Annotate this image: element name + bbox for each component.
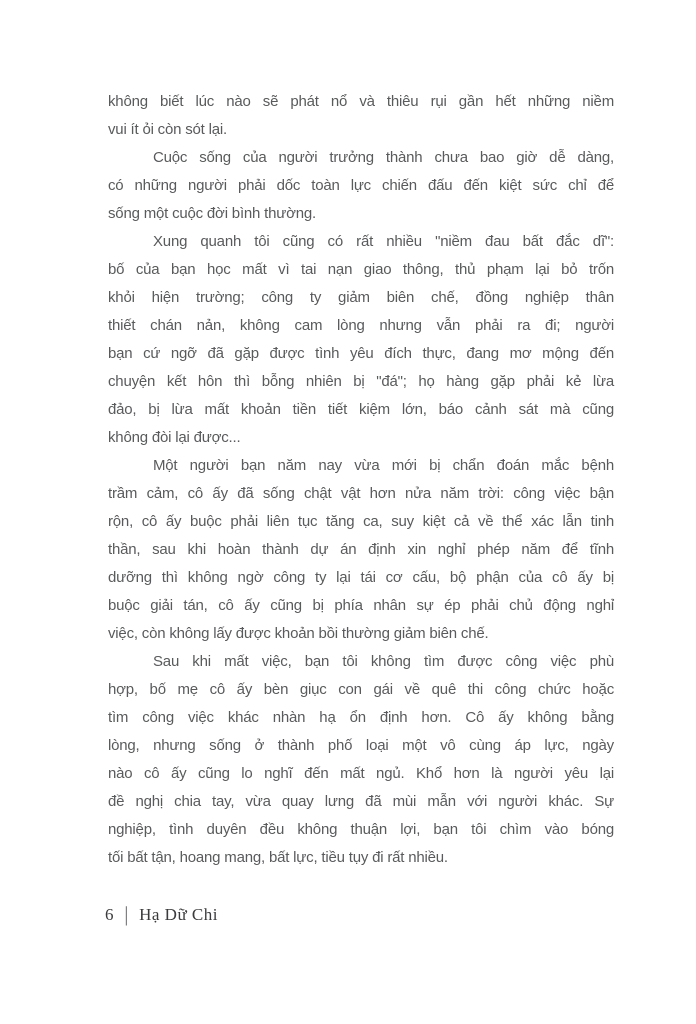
page-text [108,88,614,872]
text-line: lòng, nhưng sống ở thành phố loại một vô cùng áp lực, ngày [108,737,614,754]
text-line: rộn, cô ấy buộc phải liên tục tăng ca, suy kiệt cả về thể xác lẫn tinh [108,513,614,530]
page-footer [105,904,218,925]
paragraph [108,228,614,452]
text-line: thiết chán nản, không cam lòng nhưng vẫn phải ra đi; người [108,317,614,334]
book-title: Hạ Dữ Chi [139,904,218,924]
paragraph [108,144,614,228]
text-line: buộc giải tán, cô ấy cũng bị phía nhân sự ép phải chủ động nghỉ [108,597,614,614]
footer-separator: | [124,902,129,926]
text-line: tìm công việc khác nhàn hạ ổn định hơn. Cô ấy không bằng [108,709,614,726]
text-line: thần, sau khi hoàn thành dự án định xin nghỉ phép năm để tĩnh [108,541,614,558]
text-line: không đòi lại được... [108,429,241,446]
text-line: vui ít ỏi còn sót lại. [108,121,227,138]
text-line: việc, còn không lấy được khoản bồi thường giảm biên chế. [108,625,489,642]
text-line: Xung quanh tôi cũng có rất nhiều "niềm đau bất đắc dĩ": [153,233,614,250]
paragraph [108,648,614,872]
text-line: nghiệp, tình duyên đều không thuận lợi, bạn tôi chìm vào bóng [108,821,614,838]
text-line: Cuộc sống của người trưởng thành chưa bao giờ dễ dàng, [153,149,614,166]
text-line: đảo, bị lừa mất khoản tiền tiết kiệm lớn, báo cảnh sát mà cũng [108,401,614,418]
page-number: 6 [105,904,114,924]
text-line: bạn cứ ngỡ đã gặp được tình yêu đích thực, đang mơ mộng đến [108,345,614,362]
text-line: có những người phải dốc toàn lực chiến đấu đến kiệt sức chỉ để [108,177,614,194]
text-line: khỏi hiện trường; công ty giảm biên chế, đồng nghiệp thân [108,289,614,306]
text-line: dưỡng thì không ngờ công ty lại tái cơ cấu, bộ phận của cô ấy bị [108,569,614,586]
text-line: sống một cuộc đời bình thường. [108,205,316,222]
text-line: tối bất tận, hoang mang, bất lực, tiều tụy đi rất nhiều. [108,849,448,866]
paragraph [108,88,614,144]
paragraph [108,452,614,648]
text-line: bố của bạn học mất vì tai nạn giao thông, thủ phạm lại bỏ trốn [108,261,614,278]
text-line: hợp, bố mẹ cô ấy bèn giục con gái về quê thi công chức hoặc [108,681,614,698]
text-line: Sau khi mất việc, bạn tôi không tìm được công việc phù [153,653,614,670]
text-line: chuyện kết hôn thì bỗng nhiên bị "đá"; họ hàng gặp phải kẻ lừa [108,373,614,390]
text-line: Một người bạn năm nay vừa mới bị chẩn đoán mắc bệnh [153,457,614,474]
text-line: không biết lúc nào sẽ phát nổ và thiêu rụi gần hết những niềm [108,93,614,110]
text-line: nào cô ấy cũng lo nghĩ đến mất ngủ. Khổ hơn là người yêu lại [108,765,614,782]
text-line: trầm cảm, cô ấy đã sống chật vật hơn nửa năm trời: công việc bận [108,485,614,502]
text-line: đề nghị chia tay, vừa quay lưng đã mùi mẫn với người khác. Sự [108,793,614,810]
